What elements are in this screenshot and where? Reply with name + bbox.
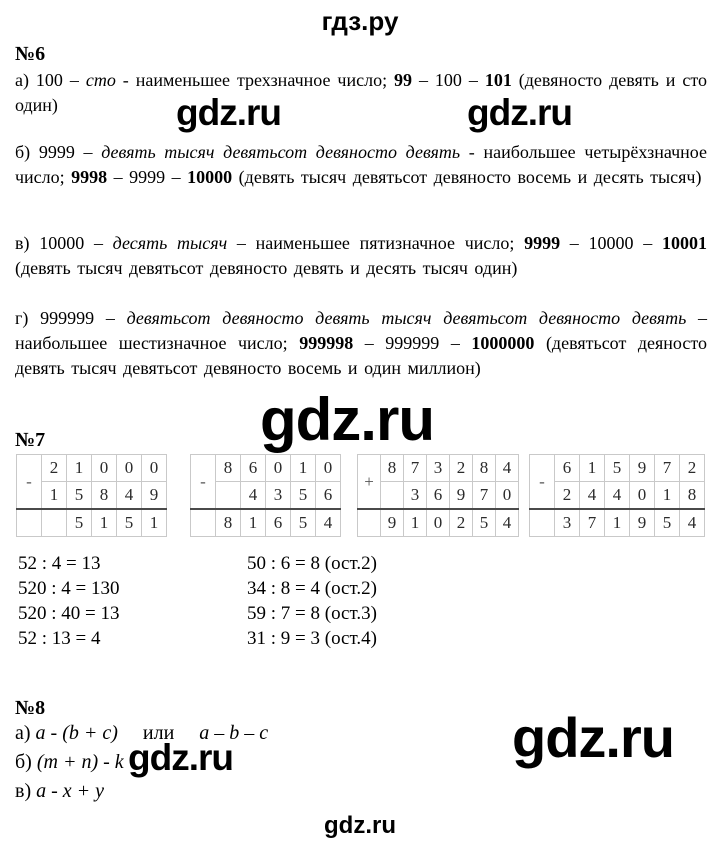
digit-cell: 1 [42,482,67,510]
text-run: а) [15,722,36,744]
text-run: 999998 [299,333,354,353]
text-run: 99 [394,70,413,90]
empty-cell [530,509,555,537]
digit-cell: 5 [291,509,316,537]
digit-cell: 2 [450,455,473,482]
empty-cell [358,509,381,537]
text-run: – 9999 – [107,167,188,187]
digit-cell: 6 [316,482,341,510]
text-run: – 100 – [412,70,485,90]
text-run: десять тысяч [112,233,228,253]
digit-cell: 8 [216,509,241,537]
table-row [358,455,519,482]
digit-cell: 3 [404,482,427,510]
text-run: девять тысяч девятьсот девяносто девять [101,142,461,162]
digit-cell: 4 [316,509,341,537]
digit-cell: 1 [92,509,117,537]
digit-cell: 3 [555,509,580,537]
text-run: – 10000 – [560,233,662,253]
site-logo-header: гдз.ру [321,6,399,36]
table-row [191,509,341,537]
column-subtraction-table-3 [529,454,705,537]
text-run: a - (b + c) [35,722,118,744]
watermark-gdz-middle: gdz.ru [260,386,434,453]
division-equation: 34 : 8 = 4 (ост.2) [247,578,377,599]
digit-cell: 1 [291,455,316,482]
digit-cell: 5 [655,509,680,537]
digit-cell: 7 [655,455,680,482]
digit-cell: 9 [450,482,473,510]
digit-cell: 0 [142,455,167,482]
watermark-gdz-bottom-right: gdz.ru [512,706,674,769]
digit-cell: 1 [67,455,92,482]
digit-cell: 5 [605,455,630,482]
division-equation: 50 : 6 = 8 (ост.2) [247,553,377,574]
digit-cell: 5 [473,509,496,537]
task8-number: №8 [15,697,46,719]
digit-cell: 0 [266,455,291,482]
text-run: б) 9999 – [15,142,102,162]
column-subtraction-table-1 [16,454,167,537]
task8-line-v [15,779,104,803]
digit-cell: 5 [67,509,92,537]
task6-part-a [15,68,707,118]
digit-cell: 4 [605,482,630,510]
operation-sign: + [358,455,381,510]
table-row [530,482,705,510]
digit-cell: 4 [496,455,519,482]
digit-cell: 8 [680,482,705,510]
division-equation: 31 : 9 = 3 (ост.4) [247,628,377,649]
text-run: или [117,722,200,744]
text-run: в) [15,780,37,802]
digit-cell: 0 [117,455,142,482]
digit-cell: 1 [580,455,605,482]
task7-number: №7 [15,429,46,451]
digit-cell: 2 [555,482,580,510]
text-run: 10001 [661,233,707,253]
division-equation: 52 : 4 = 13 [18,553,101,574]
text-run: (девятьсот деяносто девять тысяч девятьсот девяносто восемь и один миллион) [15,333,707,378]
digit-cell: 8 [381,455,404,482]
text-run: – наименьшее пятизначное число; [227,233,525,253]
digit-cell [216,482,241,510]
digit-cell: 6 [266,509,291,537]
digit-cell: 9 [142,482,167,510]
digit-cell: 7 [404,455,427,482]
digit-cell: 4 [117,482,142,510]
division-equation: 59 : 7 = 8 (ост.3) [247,603,377,624]
text-run: 9999 [524,233,561,253]
digit-cell: 4 [680,509,705,537]
digit-cell: 1 [655,482,680,510]
text-run: – 999999 – [353,333,472,353]
task8-line-b [15,750,124,774]
table-row [530,509,705,537]
digit-cell: 1 [404,509,427,537]
text-run: сто [85,70,116,90]
digit-cell: 1 [142,509,167,537]
column-addition-table [357,454,519,537]
task6-part-b [15,140,707,190]
table-row [17,455,167,482]
operation-sign: - [530,455,555,510]
site-logo-footer: gdz.ru [324,812,396,839]
division-equation: 52 : 13 = 4 [18,628,101,649]
text-run: девятьсот девяносто девять тысяч девятьсот девяносто девять [126,308,687,328]
text-run: - наибольшее четырёхзначное число; [15,142,707,187]
digit-cell: 3 [266,482,291,510]
digit-cell: 5 [117,509,142,537]
digit-cell: 6 [555,455,580,482]
text-run: – наибольшее шестизначное число; [15,308,708,353]
text-run: 9998 [71,167,108,187]
table-row [17,509,167,537]
text-run: (девяносто девять и сто один) [15,70,707,115]
division-column-right [247,551,377,651]
digit-cell [42,509,67,537]
column-subtraction-table-2 [190,454,341,537]
digit-cell: 0 [496,482,519,510]
digit-cell: 0 [427,509,450,537]
division-equation: 520 : 4 = 130 [18,578,120,599]
text-run: - наименьшее трехзначное число; [115,70,395,90]
empty-cell [17,509,42,537]
digit-cell: 7 [473,482,496,510]
division-equation: 520 : 40 = 13 [18,603,120,624]
task6-part-g [15,306,707,381]
digit-cell: 8 [92,482,117,510]
digit-cell [381,482,404,510]
digit-cell: 9 [630,455,655,482]
digit-cell: 9 [381,509,404,537]
text-run: г) 999999 – [15,308,127,328]
digit-cell: 3 [427,455,450,482]
task6-number: №6 [15,43,46,65]
digit-cell: 4 [241,482,266,510]
digit-cell: 6 [427,482,450,510]
text-run: 10000 [187,167,233,187]
table-row [358,509,519,537]
digit-cell: 0 [92,455,117,482]
digit-cell: 4 [580,482,605,510]
digit-cell: 2 [450,509,473,537]
text-run: a – b – c [199,722,269,744]
digit-cell: 0 [316,455,341,482]
text-run: (девять тысяч девятьсот девяносто девять и десять тысяч один) [15,258,518,278]
text-run: в) 10000 – [15,233,113,253]
digit-cell: 7 [580,509,605,537]
text-run: 101 [484,70,512,90]
digit-cell: 8 [216,455,241,482]
operation-sign: - [17,455,42,510]
digit-cell: 5 [67,482,92,510]
empty-cell [191,509,216,537]
digit-cell: 6 [241,455,266,482]
text-run: б) [15,751,37,773]
table-row [191,455,341,482]
text-run: 1000000 [471,333,535,353]
digit-cell: 2 [680,455,705,482]
division-column-left [18,551,120,651]
text-run: а) 100 – [15,70,86,90]
watermark-gdz-task8: gdz.ru [128,737,233,778]
digit-cell: 4 [496,509,519,537]
digit-cell: 0 [630,482,655,510]
text-run: (m + n) - k [36,751,124,773]
table-row [530,455,705,482]
digit-cell: 1 [241,509,266,537]
digit-cell: 2 [42,455,67,482]
digit-cell: 9 [630,509,655,537]
digit-cell: 1 [605,509,630,537]
task6-part-v [15,231,707,281]
text-run: (девять тысяч девятьсот девяносто восемь и десять тысяч) [232,167,702,187]
text-run: a - x + y [36,780,105,802]
table-row [358,482,519,510]
watermark-gdz-top-left: gdz.ru [176,92,281,133]
digit-cell: 5 [291,482,316,510]
operation-sign: - [191,455,216,510]
watermark-gdz-top-right: gdz.ru [467,92,572,133]
digit-cell: 8 [473,455,496,482]
